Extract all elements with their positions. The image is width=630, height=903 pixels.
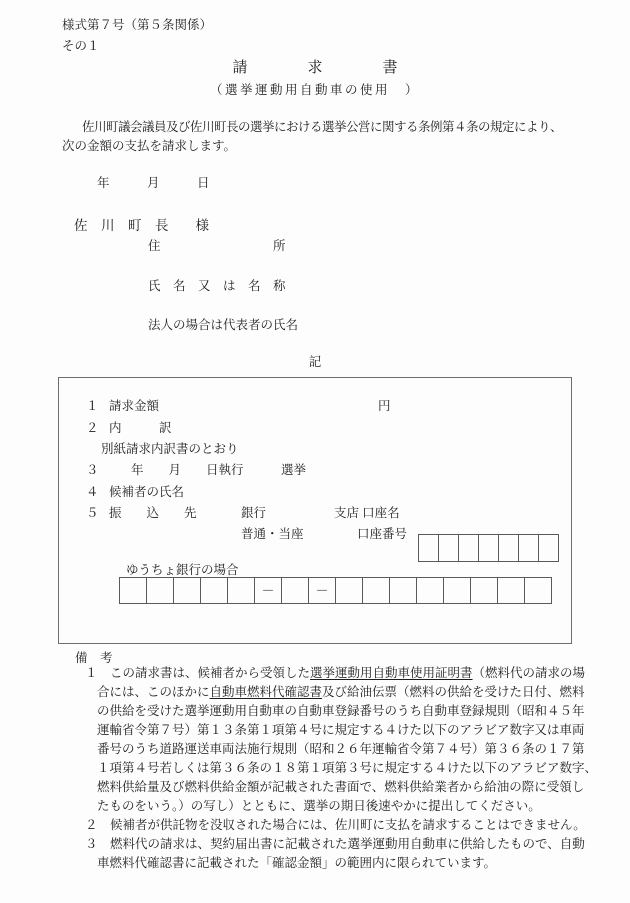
- claim-item-amount: [59, 396, 571, 414]
- remark-text: 燃料供給量及び燃料供給金額が記載された書面で、燃料供給業者から給油の際に受領し: [97, 780, 585, 794]
- yucho-digit-cell: [497, 577, 525, 604]
- yucho-digit-cell: [119, 577, 147, 604]
- breakdown-label: 内 訳: [109, 421, 172, 435]
- yucho-digit-cell: [416, 577, 444, 604]
- yucho-dash-cell: －: [254, 577, 282, 604]
- remark-text: ３ 燃料代の請求は、契約届出書に記載された選挙運動用自動車に供給したもので、自動: [85, 837, 585, 851]
- remark-text: ２ 候補者が供託物を没収された場合には、佐川町に支払を請求することはできません。: [85, 818, 586, 832]
- yucho-digit-cell: [443, 577, 471, 604]
- yucho-account-cells: [119, 577, 552, 604]
- yucho-digit-cell: [200, 577, 228, 604]
- yucho-digit-cell: [227, 577, 255, 604]
- remark-line: [85, 816, 600, 835]
- yucho-digit-cell: [146, 577, 174, 604]
- remark-text: （燃料代の請求の場: [472, 666, 586, 680]
- applicant-corporate-note: 法人の場合は代表者の氏名: [148, 318, 299, 332]
- account-digit-cell: [458, 534, 479, 562]
- applicant-address-label: 住 所: [148, 239, 286, 253]
- candidate-name-label: 候補者の氏名: [109, 485, 185, 499]
- item-number: ４: [86, 485, 99, 499]
- yen-unit-label: 円: [378, 399, 391, 413]
- record-marker: 記: [308, 355, 322, 369]
- claim-item-candidate-name: [59, 482, 571, 500]
- remark-line: [85, 778, 600, 797]
- remark-line: [85, 759, 600, 778]
- election-date-text: 年 月 日執行 選挙: [131, 463, 307, 477]
- transfer-account-label: 振 込 先: [109, 506, 197, 520]
- account-digit-cell: [518, 534, 539, 562]
- intro-line-2: 次の金額の支払を請求します。: [62, 139, 237, 153]
- remark-text: １項第４号若しくは第３６条の１８第１項第３号に規定する４けた以下のアラビア数字、: [97, 761, 598, 775]
- remark-line: [85, 721, 600, 740]
- remark-line: [85, 702, 600, 721]
- remark-line: [85, 835, 600, 854]
- yucho-bank-label: ゆうちょ銀行の場合: [126, 563, 239, 577]
- yucho-digit-cell: [173, 577, 201, 604]
- bank-label: 銀行: [241, 506, 267, 520]
- account-digit-cell: [418, 534, 439, 562]
- remark-text: 及び給油伝票（燃料の供給を受けた日付、燃料: [322, 685, 585, 699]
- yucho-digit-cell: [335, 577, 363, 604]
- item-number: ２: [86, 421, 99, 435]
- remark-line: [85, 740, 600, 759]
- remark-text: 番号のうち道路運送車両法施行規則（昭和２６年運輸省令第７４号）第３６条の１７第: [97, 742, 585, 756]
- document-title: 請 求 書: [232, 60, 398, 76]
- date-line: 年 月 日: [97, 176, 210, 190]
- remark-line: [85, 854, 600, 873]
- remarks-list: [85, 664, 600, 873]
- yucho-digit-cell: [524, 577, 552, 604]
- addressee: 佐 川 町 長 様: [74, 218, 209, 233]
- remark-text: 車燃料代確認書に記載された「確認金額」の範囲内に限られています。: [97, 856, 497, 870]
- remark-text: 運輸省令第７号）第１３条第１項第４号に規定する４けた以下のアラビア数字又は車両: [97, 723, 585, 737]
- underlined-document-name: 選挙運動用自動車使用証明書: [310, 666, 473, 680]
- breakdown-detail-row: [59, 439, 571, 457]
- remark-text: たものをいう。）の写し）とともに、選挙の期日後速やかに提出してください。: [97, 799, 541, 813]
- remark-text: の供給を受けた選挙運動用自動車の自動車登録番号のうち自動車登録規則（昭和４５年: [97, 704, 585, 718]
- yucho-digit-cell: [389, 577, 417, 604]
- remark-text: １ この請求書は、候補者から受領した: [85, 666, 311, 680]
- remark-line: [85, 664, 600, 683]
- account-digit-cell: [538, 534, 559, 562]
- claim-item-transfer-account: [59, 503, 571, 521]
- claim-item-breakdown: [59, 418, 571, 436]
- yucho-digit-cell: [470, 577, 498, 604]
- document-subtitle: （選挙運動用自動車の使用 ）: [209, 83, 420, 97]
- underlined-document-name: 自動車燃料代確認書: [209, 685, 323, 699]
- account-digit-cell: [498, 534, 519, 562]
- item-number: ５: [86, 506, 99, 520]
- form-part: その１: [62, 39, 100, 53]
- account-digit-cell: [478, 534, 499, 562]
- item-number: １: [86, 399, 99, 413]
- yucho-dash-cell: －: [308, 577, 336, 604]
- item-number: ３: [86, 463, 99, 477]
- branch-account-name-label: 支店 口座名: [334, 506, 400, 520]
- intro-line-1: 佐川町議会議員及び佐川町長の選挙における選挙公営に関する条例第４条の規定により、: [82, 120, 563, 134]
- account-number-label: 口座番号: [357, 527, 408, 541]
- yucho-digit-cell: [281, 577, 309, 604]
- claim-item-election-date: [59, 460, 571, 478]
- account-digit-cell: [438, 534, 459, 562]
- applicant-name-label: 氏 名 又 は 名 称: [148, 279, 286, 293]
- remarks-heading: 備 考: [75, 651, 113, 665]
- remark-line: [85, 683, 600, 702]
- breakdown-detail: 別紙請求内訳書のとおり: [101, 442, 239, 456]
- remark-line: [85, 797, 600, 816]
- claim-details-box: [58, 377, 572, 644]
- account-number-cells: [418, 534, 559, 562]
- account-type-label: 普通・当座: [241, 527, 304, 541]
- form-number: 様式第７号（第５条関係）: [62, 18, 213, 32]
- yucho-digit-cell: [362, 577, 390, 604]
- remark-text: 合には、このほかに: [97, 685, 210, 699]
- amount-label: 請求金額: [109, 399, 160, 413]
